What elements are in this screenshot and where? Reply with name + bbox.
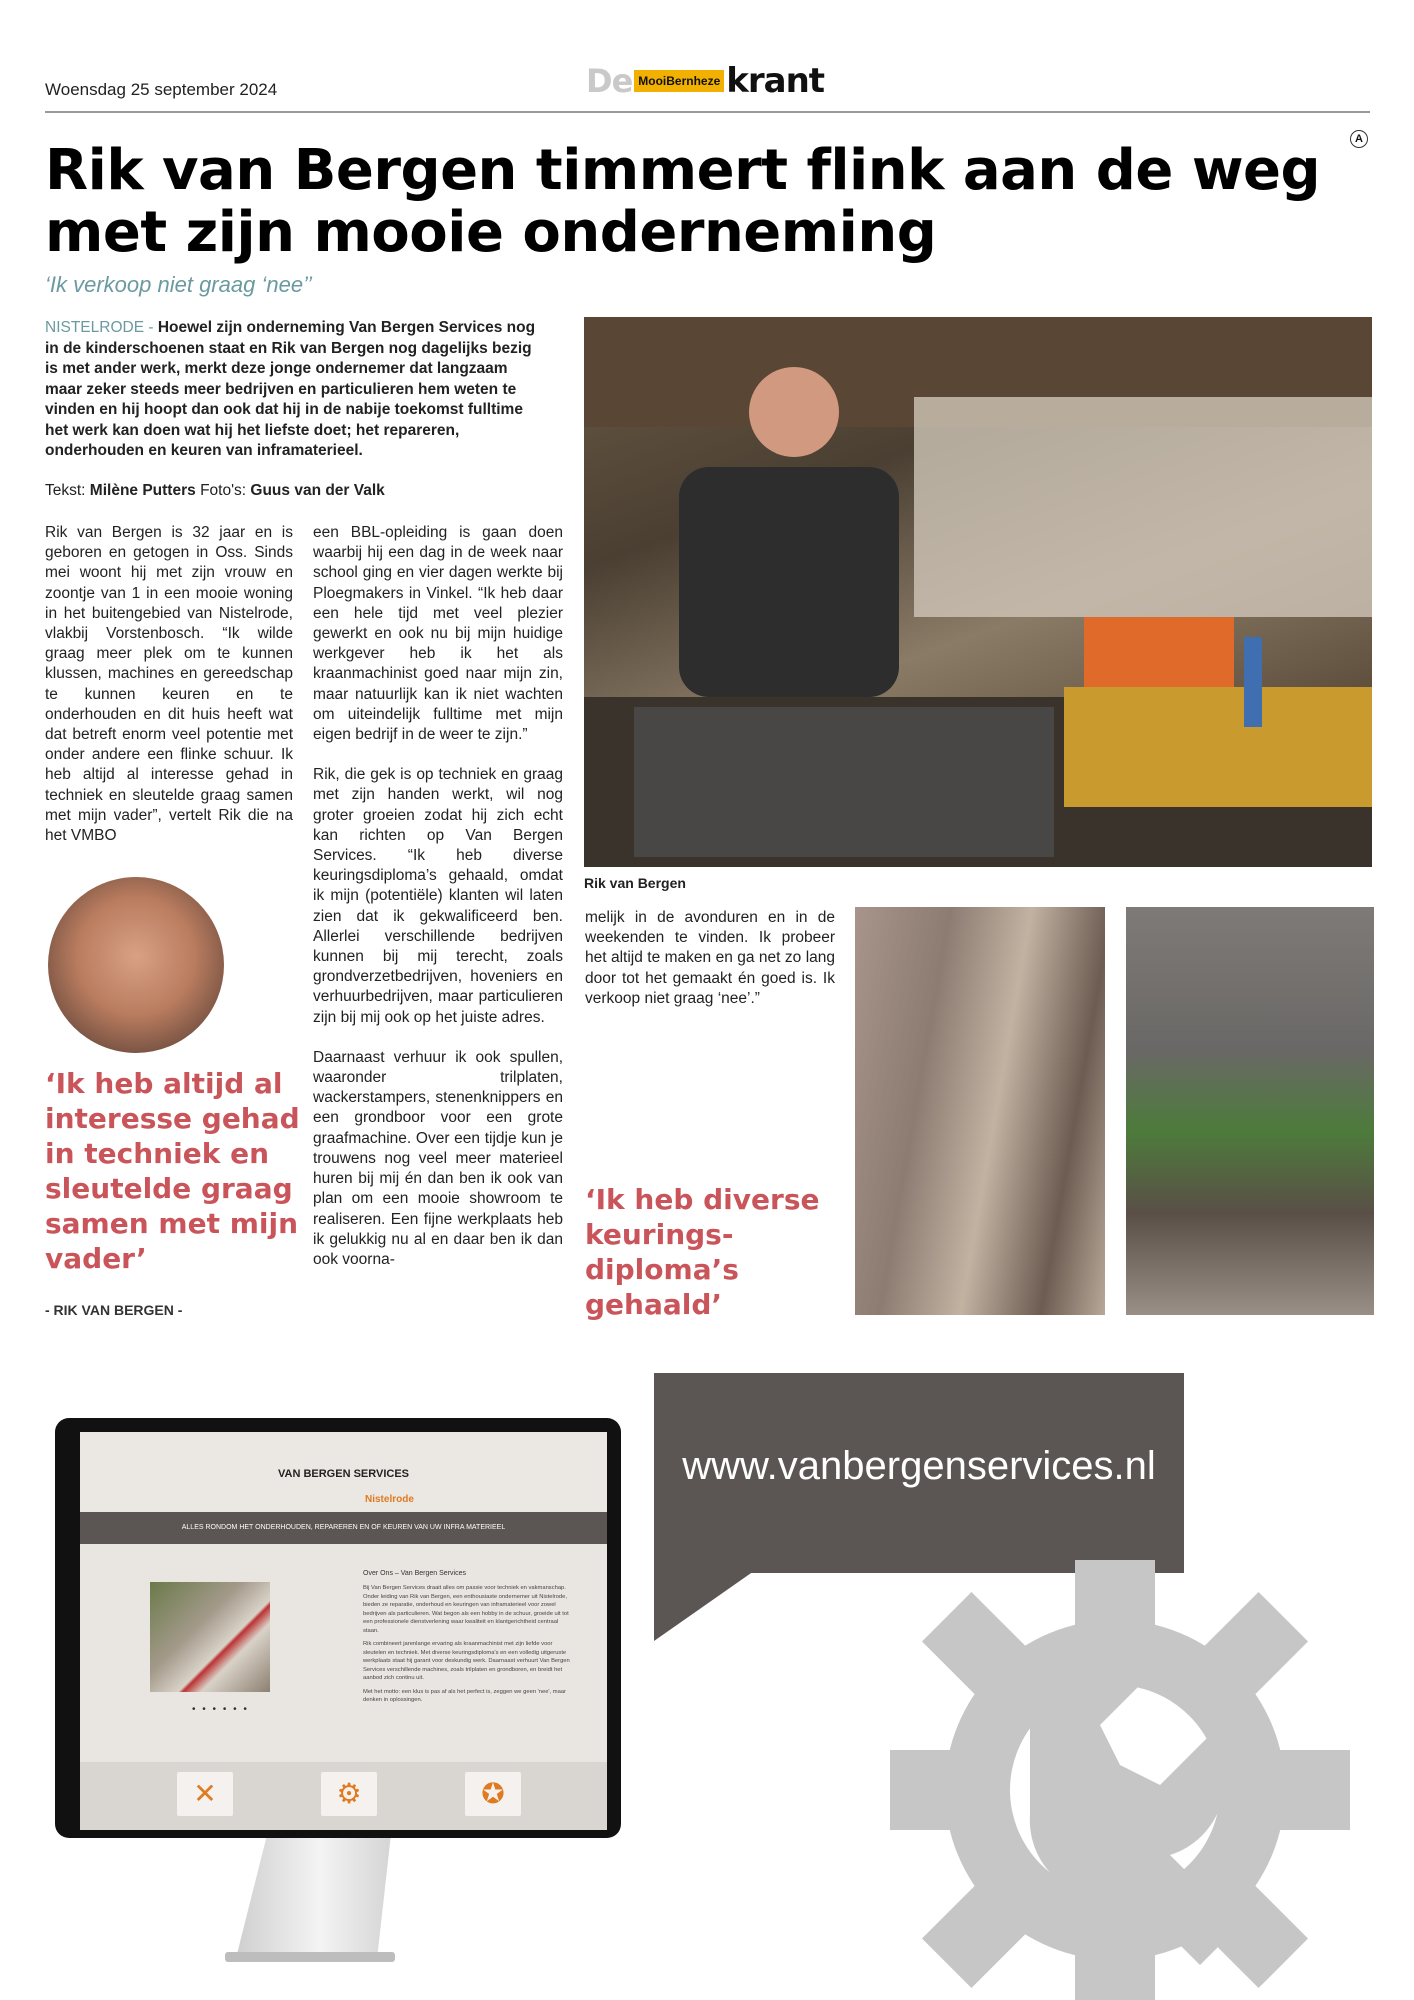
- site-about-p3: Met het motto: een klus is pas af als het perfect is, zeggen we geen 'nee', maar denken in oplossingen.: [363, 1688, 566, 1703]
- site-footer-icons: [80, 1762, 607, 1830]
- quote-attribution: - RIK VAN BERGEN -: [45, 1302, 183, 1318]
- newspaper-masthead: [586, 61, 825, 101]
- masthead-box: MooiBernheze: [634, 70, 724, 92]
- body-paragraph: een BBL-opleiding is gaan doen waarbij hij een dag in de week naar school ging en vier dagen werkte bij Ploegmakers in Vinkel. “Ik heb daar een hele tijd met veel plezier gewerkt en ook nu bij mijn huidige werkgever heb ik het als kraanmachinist goed naar mijn zin, maar natuurlijk kan ik niet wachten om uiteindelijk fulltime met mijn eigen bedrijf in de weer te zijn.”: [313, 524, 563, 744]
- site-brand: VAN BERGEN SERVICES: [277, 1468, 409, 1480]
- photo-caption: Rik van Bergen: [584, 875, 686, 891]
- body-column-2: [313, 523, 563, 1290]
- body-paragraph: melijk in de avonduren en in de weekenden te vinden. Ik probeer het altijd te maken en ga net zo lang door tot het gemaakt én goed is. Ik verkoop niet graag ‘nee’.”: [585, 909, 835, 1007]
- site-about-p1: Bij Van Bergen Services draait alles om passie voor techniek en vakmanschap. Onder leiding van Rik van Bergen, een enthousiaste ondernemer uit Nistelrode, bieden ze reparatie, onderhoud en keuringen van inframaterieel voor zowel bedrijven als particulieren. Wat begon als een hobby in de schuur, groeide uit tot een professionele dienstverlening waar kwaliteit en klantgerichtheid centraal staan.: [363, 1585, 569, 1634]
- body-column-1: [45, 523, 293, 866]
- pull-quote-2: ‘Ik heb diverse keurings-diploma’s gehaald’: [585, 1183, 820, 1321]
- body-paragraph: Rik, die gek is op techniek en graag met zijn handen werkt, wil nog groter groeien zodat hij zich echt kan richten op Van Bergen Services. “Ik heb diverse keuringsdiploma’s gehaald, omdat ik mijn (potentiële) klanten wil laten zien dat ik gekwalificeerd ben. Allerlei verschillende bedrijven kunnen bij mij terecht, zoals grondverzetbedrijven, hoveniers en verhuurbedrijven, maar particulieren zijn bij mij ook op het juiste adres.: [313, 766, 563, 1026]
- article-headline: Rik van Bergen timmert flink aan de weg met zijn mooie onderneming: [45, 138, 1321, 265]
- intro-text: Hoewel zijn onderneming Van Bergen Services nog in de kinderschoenen staat en Rik van Bergen nog dagelijks bezig is met ander werk, merkt deze jonge ondernemer dat langzaam maar zeker steeds meer bedrijven en particulieren hem weten te vinden en hij hoopt dan ook dat hij in de nabije toekomst fulltime het werk kan doen wat hij het liefste doet; het repareren, onderhouden en keuren van inframaterieel.: [45, 319, 536, 459]
- site-location: Nistelrode: [365, 1494, 414, 1505]
- website-screenshot: [80, 1432, 607, 1830]
- website-url[interactable]: www.vanbergenservices.nl: [682, 1444, 1156, 1488]
- url-bubble-tail: [654, 1571, 754, 1641]
- site-about-text: [363, 1584, 573, 1705]
- masthead-krant: krant: [726, 61, 825, 101]
- credit-text-author: Milène Putters: [89, 482, 196, 499]
- gear-icon: ⚙: [321, 1772, 377, 1816]
- tools-icon: ✕: [177, 1772, 233, 1816]
- article-intro: [45, 318, 545, 462]
- section-symbol: A: [1350, 130, 1368, 148]
- body-paragraph: Daarnaast verhuur ik ook spullen, waaronder trilplaten, wackerstampers, stenenknippers en een grondboor voor een grote graafmachine. Over een tijdje kun je trouwens nog veel meer materieel huren bij mij én dan ben ik ook van plan om een mooie showroom te realiseren. Een fijne werkplaats heb ik gelukkig nu al en daar ben ik dan ook voorna-: [313, 1048, 563, 1268]
- site-excavator-image: [150, 1582, 270, 1692]
- article-credits: [45, 482, 545, 500]
- site-tagline-bar: ALLES RONDOM HET ONDERHOUDEN, REPAREREN EN OF KEUREN VAN UW INFRA MATERIEEL: [80, 1512, 607, 1544]
- issue-date: Woensdag 25 september 2024: [45, 80, 278, 99]
- body-paragraph: Rik van Bergen is 32 jaar en is geboren en getogen in Oss. Sinds mei woont hij met zijn vrouw en zoontje van 1 in een mooie woning in het buitengebied van Nistelrode, vlakbij Vorstenbosch. “Ik wilde graag meer plek om te kunnen klussen, machines en gereedschap te kunnen keuren en te onderhouden en dit huis heeft wat dat betreft enorm veel potentie met onder andere een flinke schuur. Ik heb altijd al interesse gehad in techniek en sleutelde graag samen met mijn vader”, vertelt Rik die na het VMBO: [45, 524, 293, 845]
- site-about-p2: Rik combineert jarenlange ervaring als kraanmachinist met zijn liefde voor sleutelen en techniek. Met diverse keuringsdiploma's en een volledig uitgeruste werkplaats staat hij garant voor deskundig werk. Daarnaast verhuurt Van Bergen Services verschillende machines, zoals trilplaten en grondboren, en breidt het aanbod zich continu uit.: [363, 1641, 570, 1681]
- monitor-stand: [236, 1838, 404, 1958]
- pull-quote-1: ‘Ik heb altijd al interesse gehad in techniek en sleutelde graag samen met mijn vader’: [45, 1067, 300, 1275]
- site-about-title: Over Ons – Van Bergen Services: [363, 1570, 466, 1577]
- tamper-photo: [1126, 907, 1374, 1315]
- article-subheadline: ‘Ik verkoop niet graag ‘nee’’: [45, 272, 313, 297]
- masthead-de: De: [586, 62, 633, 100]
- intro-place: NISTELRODE -: [45, 319, 154, 336]
- monitor-base: [225, 1952, 395, 1962]
- body-column-3: [585, 908, 835, 1029]
- site-carousel-dots: • • • • • •: [192, 1704, 249, 1715]
- credit-photo-label: Foto's:: [200, 482, 247, 499]
- credit-text-label: Tekst:: [45, 482, 86, 499]
- header-rule: [45, 111, 1370, 113]
- auger-photo: [855, 907, 1105, 1315]
- portrait-photo: [48, 877, 224, 1053]
- credit-photo-author: Guus van der Valk: [250, 482, 385, 499]
- award-icon: ✪: [465, 1772, 521, 1816]
- workshop-photo-art: [584, 317, 1372, 867]
- gear-wrench-icon: [880, 1540, 1360, 2000]
- workshop-photo: [584, 317, 1372, 867]
